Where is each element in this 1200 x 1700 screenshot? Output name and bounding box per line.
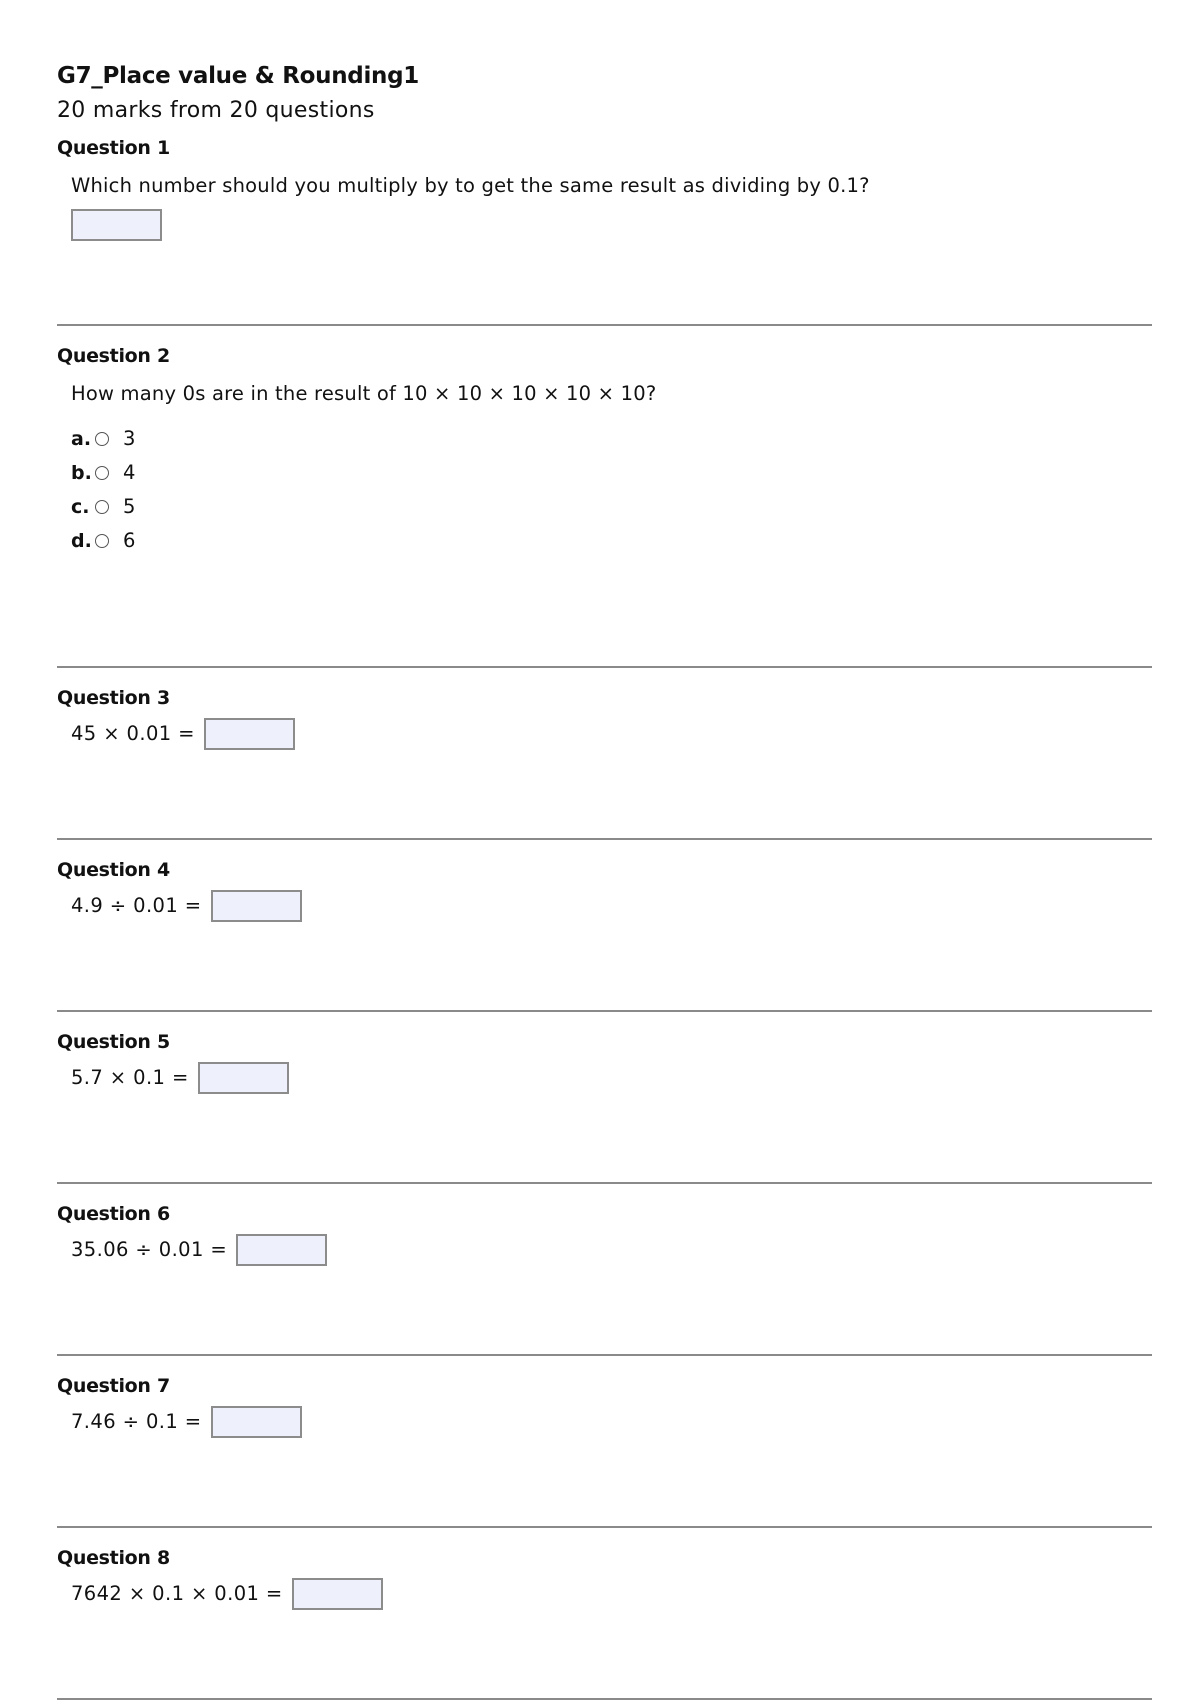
question-body	[57, 1062, 1152, 1094]
answer-input[interactable]	[211, 890, 302, 922]
question-expression: 5.7 × 0.1 =	[71, 1066, 189, 1089]
option-letter: d.	[71, 530, 92, 552]
question-2	[57, 326, 1152, 668]
question-heading: Question 4	[57, 859, 170, 881]
option-d[interactable]	[71, 524, 1152, 558]
question-heading: Question 3	[57, 687, 170, 709]
question-body	[57, 1234, 1152, 1266]
answer-input[interactable]	[292, 1578, 383, 1610]
question-heading: Question 1	[57, 137, 170, 159]
option-letter: a.	[71, 428, 92, 450]
quiz-title: G7_Place value & Rounding1	[57, 63, 419, 89]
question-6	[57, 1184, 1152, 1356]
question-heading: Question 5	[57, 1031, 170, 1053]
radio-button[interactable]	[95, 466, 109, 480]
answer-input[interactable]	[204, 718, 295, 750]
question-body	[57, 380, 1152, 558]
answer-input[interactable]	[236, 1234, 327, 1266]
question-body	[57, 172, 1152, 241]
answer-input[interactable]	[198, 1062, 289, 1094]
radio-button[interactable]	[95, 432, 109, 446]
answer-input[interactable]	[71, 209, 162, 241]
question-4	[57, 840, 1152, 1012]
question-text: Which number should you multiply by to get the same result as dividing by 0.1?	[71, 174, 870, 197]
question-7	[57, 1356, 1152, 1528]
question-3	[57, 668, 1152, 840]
answer-input[interactable]	[211, 1406, 302, 1438]
radio-button[interactable]	[95, 534, 109, 548]
question-body	[57, 890, 1152, 922]
option-b[interactable]	[71, 456, 1152, 490]
question-heading: Question 7	[57, 1375, 170, 1397]
question-expression: 7.46 ÷ 0.1 =	[71, 1410, 202, 1433]
question-expression: 4.9 ÷ 0.01 =	[71, 894, 202, 917]
answer-options	[71, 422, 1152, 558]
question-body	[57, 1578, 1152, 1610]
option-value: 4	[123, 461, 136, 484]
quiz-subtitle: 20 marks from 20 questions	[57, 98, 375, 123]
option-c[interactable]	[71, 490, 1152, 524]
question-body	[57, 718, 1152, 750]
option-a[interactable]	[71, 422, 1152, 456]
question-5	[57, 1012, 1152, 1184]
option-value: 5	[123, 495, 136, 518]
option-value: 6	[123, 529, 136, 552]
quiz-page	[57, 58, 1152, 1700]
option-value: 3	[123, 427, 136, 450]
question-heading: Question 6	[57, 1203, 170, 1225]
question-expression: 45 × 0.01 =	[71, 722, 195, 745]
option-letter: b.	[71, 462, 92, 484]
question-text: How many 0s are in the result of 10 × 10 × 10 × 10 × 10?	[71, 382, 657, 405]
radio-button[interactable]	[95, 500, 109, 514]
question-1	[57, 134, 1152, 326]
question-expression: 7642 × 0.1 × 0.01 =	[71, 1582, 283, 1605]
question-8	[57, 1528, 1152, 1700]
option-letter: c.	[71, 496, 90, 518]
question-body	[57, 1406, 1152, 1438]
question-heading: Question 2	[57, 345, 170, 367]
question-expression: 35.06 ÷ 0.01 =	[71, 1238, 228, 1261]
question-heading: Question 8	[57, 1547, 170, 1569]
